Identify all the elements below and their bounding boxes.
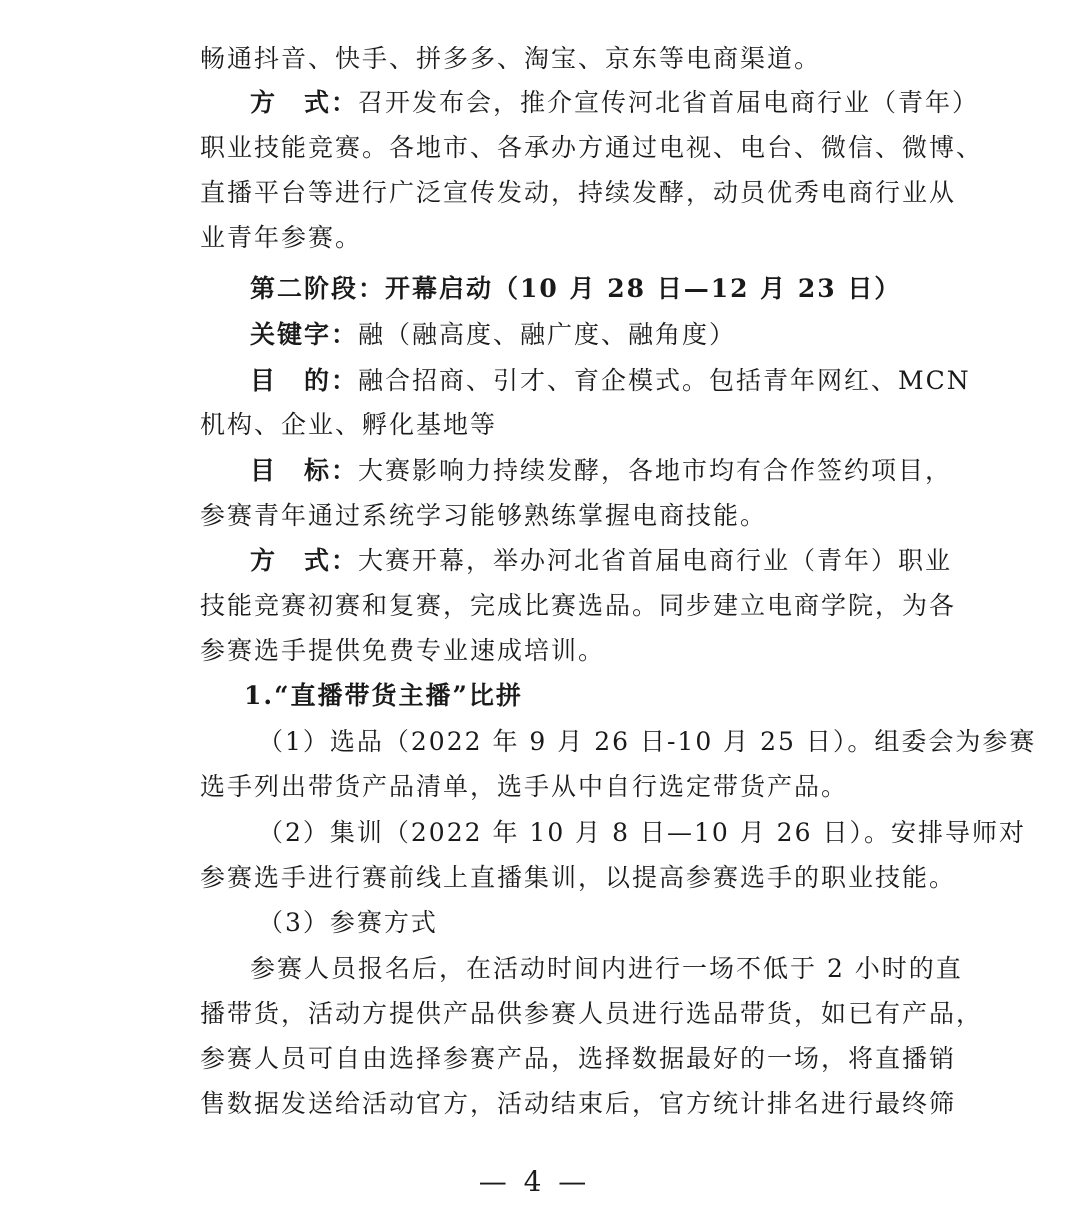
paragraph-line-17: 选手列出带货产品清单，选手从中自行选定带货产品。 bbox=[200, 772, 849, 801]
paragraph-line-training: （2）集训（2022 年 10 月 8 日—10 月 26 日）。安排导师对 bbox=[258, 818, 1026, 847]
paragraph-line-2: 方 式：召开发布会，推介宣传河北省首届电商行业（青年） bbox=[250, 88, 980, 117]
paragraph-line-participation: （3）参赛方式 bbox=[258, 908, 438, 937]
field-label-goal: 目 标： bbox=[250, 456, 359, 485]
paragraph-line-19: 参赛选手进行赛前线上直播集训，以提高参赛选手的职业技能。 bbox=[200, 863, 957, 892]
field-label-keyword: 关键字： bbox=[250, 320, 359, 349]
paragraph-line-selection: （1）选品（2022 年 9 月 26 日-10 月 25 日）。组委会为参赛 bbox=[258, 727, 1037, 756]
paragraph-line-9: 机构、企业、孵化基地等 bbox=[200, 410, 498, 439]
field-label-method-2: 方 式： bbox=[250, 546, 359, 575]
paragraph-line-14: 参赛选手提供免费专业速成培训。 bbox=[200, 636, 606, 665]
subsection-heading-livestream: 1.“直播带货主播”比拼 bbox=[244, 681, 523, 710]
field-label-method: 方 式： bbox=[250, 88, 359, 117]
paragraph-line-13: 技能竞赛初赛和复赛，完成比赛选品。同步建立电商学院，为各 bbox=[200, 591, 957, 620]
paragraph-line-21: 参赛人员报名后，在活动时间内进行一场不低于 2 小时的直 bbox=[250, 954, 963, 983]
paragraph-line-11: 参赛青年通过系统学习能够熟练掌握电商技能。 bbox=[200, 501, 768, 530]
paragraph-line-3: 职业技能竞赛。各地市、各承办方通过电视、电台、微信、微博、 bbox=[200, 133, 984, 162]
paragraph-line-22: 播带货，活动方提供产品供参赛人员进行选品带货，如已有产品， bbox=[200, 999, 984, 1028]
paragraph-line-4: 直播平台等进行广泛宣传发动，持续发酵，动员优秀电商行业从 bbox=[200, 178, 957, 207]
paragraph-line-goal: 目 标：大赛影响力持续发酵，各地市均有合作签约项目， bbox=[250, 456, 953, 485]
paragraph-line-method-2: 方 式：大赛开幕，举办河北省首届电商行业（青年）职业 bbox=[250, 546, 953, 575]
paragraph-line-purpose: 目 的：融合招商、引才、育企模式。包括青年网红、MCN bbox=[250, 366, 971, 395]
paragraph-line-24: 售数据发送给活动官方，活动结束后，官方统计排名进行最终筛 bbox=[200, 1089, 957, 1118]
paragraph-line-1: 畅通抖音、快手、拼多多、淘宝、京东等电商渠道。 bbox=[200, 44, 822, 73]
page-number: — 4 — bbox=[478, 1165, 591, 1198]
paragraph-line-5: 业青年参赛。 bbox=[200, 223, 363, 252]
section-heading-stage-two: 第二阶段：开幕启动（10 月 28 日—12 月 23 日） bbox=[250, 274, 902, 303]
paragraph-line-keyword: 关键字：融（融高度、融广度、融角度） bbox=[250, 320, 737, 349]
field-label-purpose: 目 的： bbox=[250, 366, 359, 395]
paragraph-line-23: 参赛人员可自由选择参赛产品，选择数据最好的一场，将直播销 bbox=[200, 1044, 957, 1073]
